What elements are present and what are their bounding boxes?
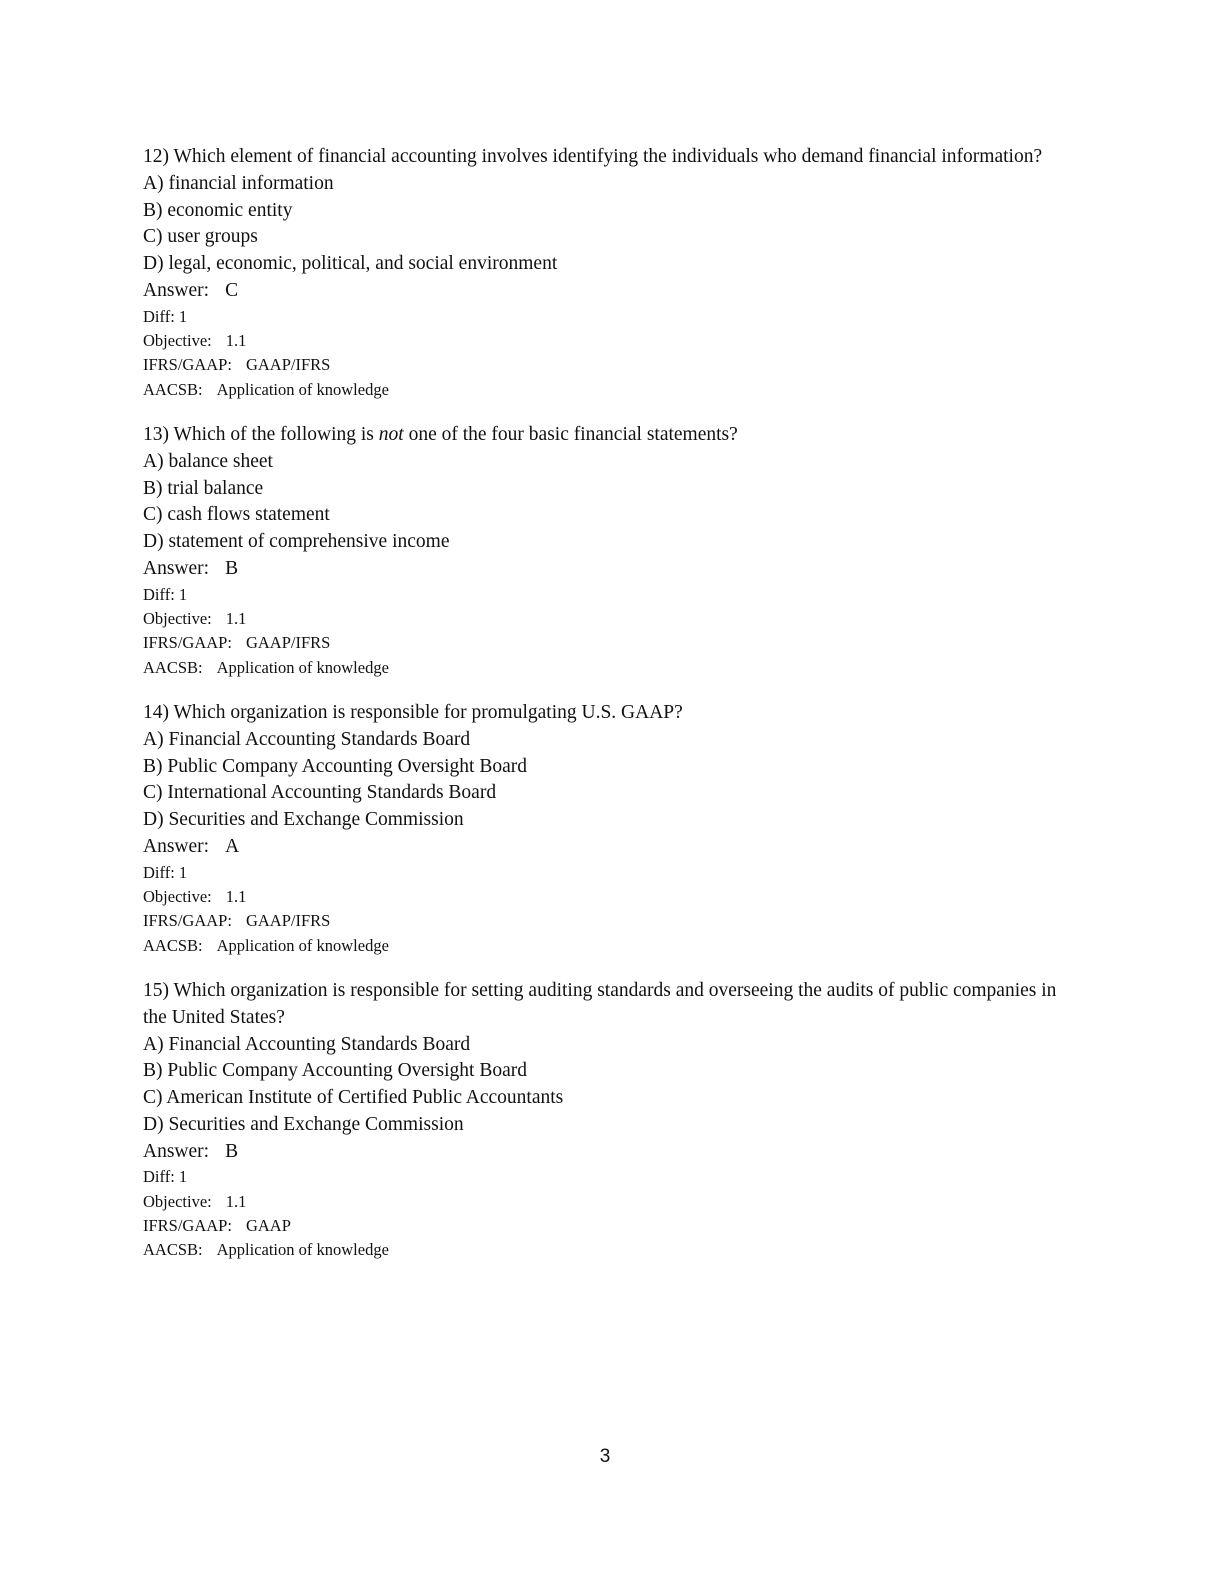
ifrs-gaap-line: IFRS/GAAP: GAAP/IFRS (143, 355, 331, 375)
aacsb-line: AACSB: Application of knowledge (143, 379, 389, 399)
option-a: A) Financial Accounting Standards Board (143, 728, 471, 750)
option-a: A) Financial Accounting Standards Board (143, 1033, 471, 1055)
objective-line: Objective: 1.1 (143, 609, 247, 629)
option-b: B) Public Company Accounting Oversight Board (143, 755, 528, 777)
answer-line (143, 834, 1083, 861)
option-d: D) Securities and Exchange Commission (143, 1113, 464, 1135)
option-b: B) economic entity (143, 199, 293, 221)
answer-value: B (225, 1140, 239, 1162)
aacsb-line: AACSB: Application of knowledge (143, 657, 389, 677)
answer-line (143, 556, 1083, 583)
option-c: C) cash flows statement (143, 504, 330, 526)
option-c: C) American Institute of Certified Public Accountants (143, 1087, 564, 1109)
question-stem: 15) Which organization is responsible for setting auditing standards and overseeing the audits of public companies in the United States? (143, 979, 1057, 1028)
answer-value: B (225, 557, 239, 579)
objective-line: Objective: 1.1 (143, 1191, 247, 1211)
answer-line (143, 278, 1083, 305)
emphasis-text: not (378, 423, 404, 445)
question-stem: 14) Which organization is responsible for promulgating U.S. GAAP? (143, 701, 683, 723)
option-c: C) International Accounting Standards Board (143, 782, 497, 804)
question-12 (143, 144, 1083, 402)
option-a: A) balance sheet (143, 450, 273, 472)
question-stem: 13) Which of the following is not one of the four basic financial statements? (143, 423, 738, 445)
option-a: A) financial information (143, 172, 334, 194)
objective-line: Objective: 1.1 (143, 887, 247, 907)
question-15 (143, 978, 1083, 1263)
question-stem: 12) Which element of financial accounting involves identifying the individuals who demand financial information? (143, 146, 1043, 167)
option-d: D) Securities and Exchange Commission (143, 809, 464, 831)
option-b: B) Public Company Accounting Oversight Board (143, 1060, 528, 1082)
difficulty-line: Diff: 1 (143, 584, 188, 604)
ifrs-gaap-line: IFRS/GAAP: GAAP/IFRS (143, 911, 331, 931)
page-number: 3 (599, 1446, 611, 1467)
difficulty-line: Diff: 1 (143, 1167, 188, 1187)
answer-label: Answer: (143, 557, 210, 579)
objective-line: Objective: 1.1 (143, 331, 247, 351)
option-c: C) user groups (143, 226, 258, 248)
question-13 (143, 422, 1083, 680)
aacsb-line: AACSB: Application of knowledge (143, 935, 389, 955)
ifrs-gaap-line: IFRS/GAAP: GAAP (143, 1216, 291, 1236)
answer-label: Answer: (143, 835, 210, 857)
question-14 (143, 700, 1083, 958)
answer-value: C (225, 279, 239, 301)
option-b: B) trial balance (143, 477, 264, 499)
aacsb-line: AACSB: Application of knowledge (143, 1240, 389, 1260)
ifrs-gaap-line: IFRS/GAAP: GAAP/IFRS (143, 633, 331, 653)
answer-label: Answer: (143, 279, 210, 301)
answer-label: Answer: (143, 1140, 210, 1162)
document-page (143, 144, 1083, 1263)
answer-line (143, 1139, 1083, 1166)
difficulty-line: Diff: 1 (143, 862, 188, 882)
difficulty-line: Diff: 1 (143, 306, 188, 326)
option-d: D) legal, economic, political, and social environment (143, 253, 558, 275)
answer-value: A (225, 835, 240, 857)
option-d: D) statement of comprehensive income (143, 531, 450, 553)
